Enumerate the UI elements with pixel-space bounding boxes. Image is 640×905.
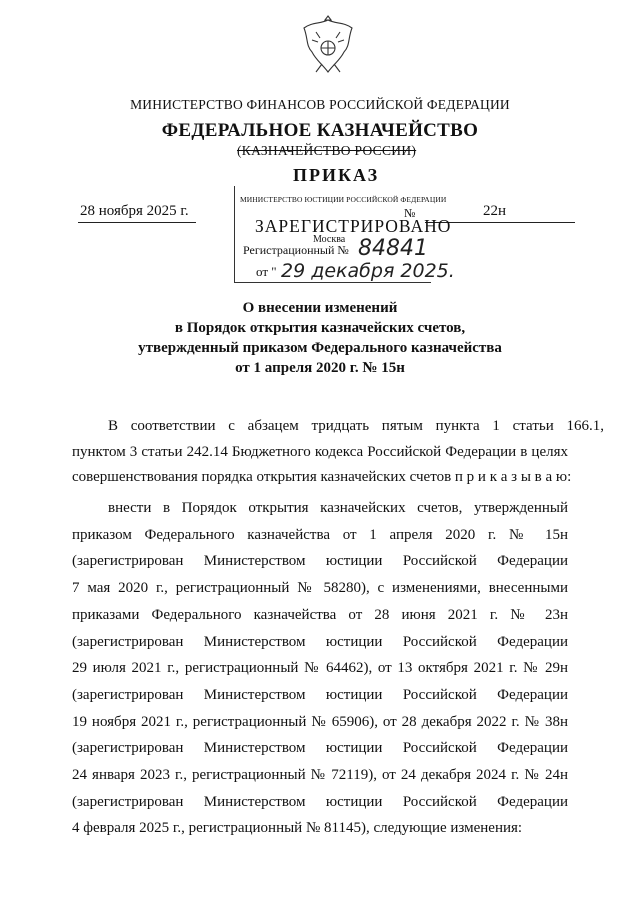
paragraph-line: 7 мая 2020 г., регистрационный № 58280), с изменениями, внесенными — [72, 580, 568, 597]
paragraph-line: 4 февраля 2025 г., регистрационный № 81145), следующие изменения: — [72, 820, 523, 837]
title-line: утвержденный приказом Федерального казначейства — [138, 340, 502, 356]
stamp-no-label: № — [404, 206, 416, 220]
stamp-registered: ЗАРЕГИСТРИРОВАНО — [255, 216, 452, 236]
date-underline — [78, 222, 196, 223]
stamp-date-prefix: от " — [256, 264, 277, 279]
paragraph-line: приказами Федерального казначейства от 28 июня 2021 г. № 23н — [72, 606, 568, 623]
paragraph-line: (зарегистрирован Министерством юстиции Российской Федерации — [72, 553, 568, 570]
stamp-regno-label: Регистрационный № — [243, 243, 349, 257]
paragraph-line: приказом Федерального казначейства от 1 апреля 2020 г. № 15н — [72, 526, 568, 543]
stamp-regno: 84841 — [358, 236, 428, 261]
paragraph-line: 24 января 2023 г., регистрационный № 72119), от 24 декабря 2024 г. № 24н — [72, 767, 568, 784]
agency-short-name: (КАЗНАЧЕЙСТВО РОССИИ) — [237, 143, 417, 158]
paragraph-line: пунктом 3 статьи 242.14 Бюджетного кодекса Российской Федерации в целях — [72, 444, 568, 460]
stamp-date: 29 декабря 2025. — [281, 260, 455, 282]
paragraph-line: внести в Порядок открытия казначейских счетов, утвержденный — [108, 500, 568, 516]
coat-of-arms-emblem — [298, 10, 358, 80]
paragraph-line: совершенствования порядка открытия казначейских счетов п р и к а з ы в а ю: — [72, 469, 572, 485]
paragraph-line: (зарегистрирован Министерством юстиции Российской Федерации — [72, 793, 568, 810]
paragraph-line: (зарегистрирован Министерством юстиции Российской Федерации — [72, 633, 568, 650]
paragraph-main — [72, 495, 568, 842]
paragraph-line: 19 ноября 2021 г., регистрационный № 65906), от 28 декабря 2022 г. № 38н — [72, 713, 568, 730]
paragraph-line: (зарегистрирован Министерством юстиции Российской Федерации — [72, 686, 568, 703]
title-line: в Порядок открытия казначейских счетов, — [174, 320, 466, 336]
document-type: ПРИКАЗ — [293, 165, 380, 185]
ministry-name: МИНИСТЕРСТВО ФИНАНСОВ РОССИЙСКОЙ ФЕДЕРАЦИИ — [130, 97, 510, 112]
order-date: 28 ноября 2025 г. — [80, 203, 189, 219]
paragraph-line: 29 июля 2021 г., регистрационный № 64462), от 13 октября 2021 г. № 29н — [72, 660, 568, 677]
document-title — [0, 298, 640, 378]
stamp-city: Москва — [313, 234, 346, 245]
agency-name: ФЕДЕРАЛЬНОЕ КАЗНАЧЕЙСТВО — [161, 120, 479, 141]
paragraph-line: (зарегистрирован Министерством юстиции Российской Федерации — [72, 740, 568, 757]
paragraph-line: В соответствии с абзацем тридцать пятым пункта 1 статьи 166.1, — [108, 418, 604, 434]
title-line: О внесении изменений — [242, 300, 398, 316]
stamp-ministry: МИНИСТЕРСТВО ЮСТИЦИИ РОССИЙСКОЙ ФЕДЕРАЦИИ — [240, 195, 447, 204]
title-line: от 1 апреля 2020 г. № 15н — [235, 360, 405, 376]
order-number: 22н — [483, 203, 507, 219]
